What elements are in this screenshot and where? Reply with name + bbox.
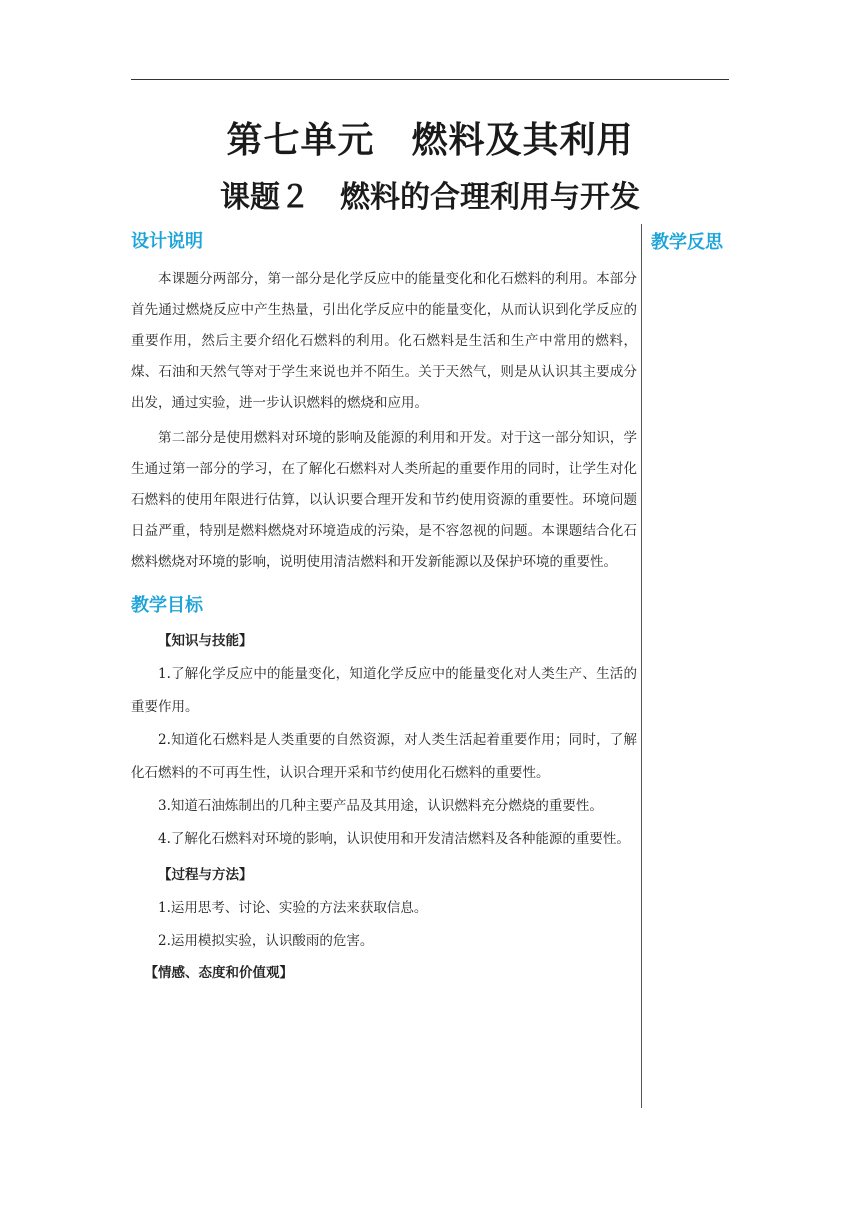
top-rule: [131, 79, 729, 80]
process-label: 【过程与方法】: [158, 867, 253, 883]
objectives-heading: 教学目标: [131, 595, 203, 616]
design-heading: 设计说明: [131, 231, 203, 252]
column-divider: [641, 224, 642, 1108]
design-paragraph: 第二部分是使用燃料对环境的影响及能源的利用和开发。对于这一部分知识，学生通过第一部分的学习，在了解化石燃料对人类所起的重要作用的同时，让学生对化石燃料的使用年限进行估算，以认识要合理开发和节约使用资源的重要性。环境问题日益严重，特别是燃料燃烧对环境造成的污染，是不容忽视的问题。本课题结合化石燃料燃烧对环境的影响，说明使用清洁燃料和开发新能源以及保护环境的重要性。: [131, 430, 637, 570]
knowledge-item: 2.知道化石燃料是人类重要的自然资源，对人类生活起着重要作用；同时，了解化石燃料的不可再生性，认识合理开采和节约使用化石燃料的重要性。: [131, 732, 637, 781]
knowledge-label: 【知识与技能】: [158, 633, 253, 649]
lesson-title: 课题２ 燃料的合理利用与开发: [220, 180, 640, 215]
reflection-heading: 教学反思: [651, 232, 723, 253]
process-item: 1.运用思考、讨论、实验的方法来获取信息。: [158, 900, 428, 916]
knowledge-item: 1.了解化学反应中的能量变化，知道化学反应中的能量变化对人类生产、生活的重要作用。: [131, 666, 637, 715]
emotion-label: 【情感、态度和价值观】: [144, 965, 293, 981]
design-paragraph: 本课题分两部分，第一部分是化学反应中的能量变化和化石燃料的利用。本部分首先通过燃烧反应中产生热量，引出化学反应中的能量变化，从而认识到化学反应的重要作用，然后主要介绍化石燃料的利用。化石燃料是生活和生产中常用的燃料，煤、石油和天然气等对于学生来说也并不陌生。关于天然气，则是从认识其主要成分出发，通过实验，进一步认识燃料的燃烧和应用。: [131, 271, 637, 411]
unit-title: 第七单元 燃料及其利用: [226, 120, 634, 161]
main-column: [131, 224, 637, 1114]
knowledge-item: 4.了解化石燃料对环境的影响，认识使用和开发清洁燃料及各种能源的重要性。: [158, 831, 630, 847]
process-item: 2.运用模拟实验，认识酸雨的危害。: [158, 933, 374, 949]
knowledge-item: 3.知道石油炼制出的几种主要产品及其用途，认识燃料充分燃烧的重要性。: [158, 798, 603, 814]
